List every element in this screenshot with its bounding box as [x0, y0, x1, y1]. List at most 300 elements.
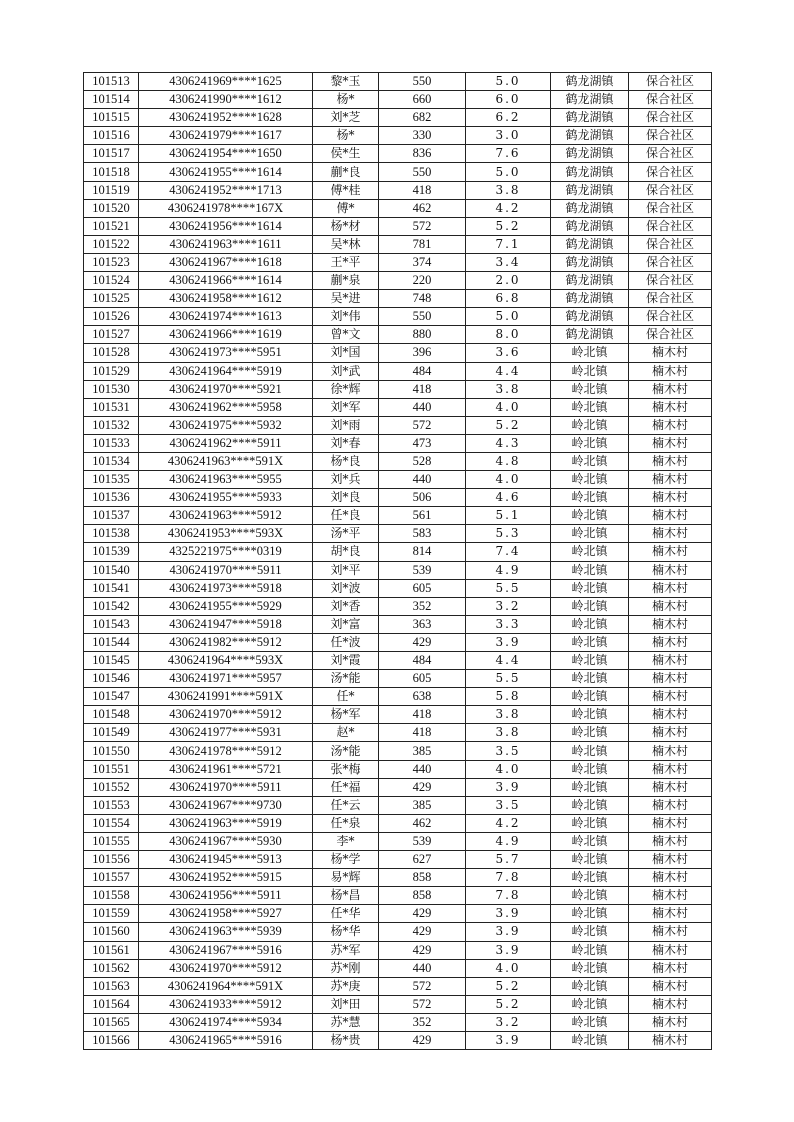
id-card-number-cell: 4306241964****5919	[139, 362, 313, 380]
row-number-cell: 101547	[84, 688, 139, 706]
person-name-cell: 杨*良	[313, 452, 379, 470]
person-name-cell: 李*	[313, 832, 379, 850]
table-row	[84, 452, 712, 470]
town-cell: 岭北镇	[551, 742, 629, 760]
row-number-cell: 101524	[84, 272, 139, 290]
amount-cell: 462	[379, 199, 466, 217]
table-row	[84, 851, 712, 869]
table-row	[84, 471, 712, 489]
value-cell: 5.5	[466, 670, 551, 688]
id-card-number-cell: 4306241967****1618	[139, 253, 313, 271]
table-row	[84, 778, 712, 796]
table-row	[84, 561, 712, 579]
person-name-cell: 苏*慧	[313, 1013, 379, 1031]
village-cell: 楠木村	[629, 1013, 712, 1031]
table-row	[84, 905, 712, 923]
value-cell: 5.8	[466, 688, 551, 706]
town-cell: 岭北镇	[551, 724, 629, 742]
value-cell: 5.2	[466, 977, 551, 995]
amount-cell: 550	[379, 163, 466, 181]
value-cell: 3.5	[466, 796, 551, 814]
table-row	[84, 91, 712, 109]
table-row	[84, 941, 712, 959]
table-row	[84, 525, 712, 543]
town-cell: 岭北镇	[551, 670, 629, 688]
row-number-cell: 101530	[84, 380, 139, 398]
person-name-cell: 杨*材	[313, 217, 379, 235]
town-cell: 岭北镇	[551, 507, 629, 525]
town-cell: 鹤龙湖镇	[551, 290, 629, 308]
amount-cell: 429	[379, 923, 466, 941]
person-name-cell: 任*波	[313, 633, 379, 651]
amount-cell: 440	[379, 398, 466, 416]
row-number-cell: 101531	[84, 398, 139, 416]
person-name-cell: 刘*霞	[313, 652, 379, 670]
id-card-number-cell: 4306241974****5934	[139, 1013, 313, 1031]
id-card-number-cell: 4306241953****593X	[139, 525, 313, 543]
row-number-cell: 101558	[84, 887, 139, 905]
value-cell: 3.8	[466, 706, 551, 724]
town-cell: 鹤龙湖镇	[551, 326, 629, 344]
amount-cell: 572	[379, 995, 466, 1013]
town-cell: 鹤龙湖镇	[551, 308, 629, 326]
value-cell: 7.4	[466, 543, 551, 561]
village-cell: 保合社区	[629, 91, 712, 109]
town-cell: 岭北镇	[551, 941, 629, 959]
value-cell: 2.0	[466, 272, 551, 290]
town-cell: 岭北镇	[551, 543, 629, 561]
table-row	[84, 977, 712, 995]
town-cell: 岭北镇	[551, 615, 629, 633]
amount-cell: 484	[379, 362, 466, 380]
value-cell: 3.6	[466, 344, 551, 362]
id-card-number-cell: 4306241963****1611	[139, 235, 313, 253]
village-cell: 楠木村	[629, 344, 712, 362]
row-number-cell: 101520	[84, 199, 139, 217]
value-cell: 3.2	[466, 597, 551, 615]
row-number-cell: 101519	[84, 181, 139, 199]
village-cell: 保合社区	[629, 127, 712, 145]
person-name-cell: 杨*	[313, 91, 379, 109]
row-number-cell: 101546	[84, 670, 139, 688]
table-row	[84, 127, 712, 145]
village-cell: 保合社区	[629, 290, 712, 308]
id-card-number-cell: 4306241958****5927	[139, 905, 313, 923]
value-cell: 5.1	[466, 507, 551, 525]
id-card-number-cell: 4306241970****5911	[139, 561, 313, 579]
table-row	[84, 796, 712, 814]
id-card-number-cell: 4306241963****5939	[139, 923, 313, 941]
value-cell: 3.2	[466, 1013, 551, 1031]
id-card-number-cell: 4306241970****5912	[139, 706, 313, 724]
amount-cell: 550	[379, 308, 466, 326]
row-number-cell: 101560	[84, 923, 139, 941]
amount-cell: 363	[379, 615, 466, 633]
amount-cell: 418	[379, 181, 466, 199]
row-number-cell: 101527	[84, 326, 139, 344]
amount-cell: 352	[379, 597, 466, 615]
id-card-number-cell: 4306241967****9730	[139, 796, 313, 814]
value-cell: 6.2	[466, 109, 551, 127]
village-cell: 楠木村	[629, 796, 712, 814]
table-row	[84, 109, 712, 127]
person-name-cell: 任*	[313, 688, 379, 706]
id-card-number-cell: 4306241945****5913	[139, 851, 313, 869]
value-cell: 4.0	[466, 760, 551, 778]
town-cell: 岭北镇	[551, 434, 629, 452]
amount-cell: 429	[379, 905, 466, 923]
town-cell: 岭北镇	[551, 1031, 629, 1049]
id-card-number-cell: 4306241963****591X	[139, 452, 313, 470]
amount-cell: 506	[379, 489, 466, 507]
id-card-number-cell: 4325221975****0319	[139, 543, 313, 561]
amount-cell: 429	[379, 778, 466, 796]
amount-cell: 858	[379, 869, 466, 887]
person-name-cell: 刘*伟	[313, 308, 379, 326]
value-cell: 7.8	[466, 887, 551, 905]
town-cell: 岭北镇	[551, 905, 629, 923]
value-cell: 4.8	[466, 452, 551, 470]
person-name-cell: 曾*文	[313, 326, 379, 344]
person-name-cell: 刘*兵	[313, 471, 379, 489]
town-cell: 岭北镇	[551, 760, 629, 778]
table-row	[84, 326, 712, 344]
village-cell: 楠木村	[629, 525, 712, 543]
table-row	[84, 706, 712, 724]
value-cell: 6.8	[466, 290, 551, 308]
amount-cell: 330	[379, 127, 466, 145]
person-name-cell: 汤*平	[313, 525, 379, 543]
table-row	[84, 253, 712, 271]
amount-cell: 572	[379, 217, 466, 235]
village-cell: 保合社区	[629, 326, 712, 344]
town-cell: 岭北镇	[551, 923, 629, 941]
table-row	[84, 597, 712, 615]
id-card-number-cell: 4306241982****5912	[139, 633, 313, 651]
table-row	[84, 579, 712, 597]
row-number-cell: 101536	[84, 489, 139, 507]
row-number-cell: 101540	[84, 561, 139, 579]
person-name-cell: 蒯*泉	[313, 272, 379, 290]
row-number-cell: 101517	[84, 145, 139, 163]
id-card-number-cell: 4306241933****5912	[139, 995, 313, 1013]
village-cell: 楠木村	[629, 724, 712, 742]
person-name-cell: 徐*辉	[313, 380, 379, 398]
id-card-number-cell: 4306241973****5918	[139, 579, 313, 597]
village-cell: 楠木村	[629, 398, 712, 416]
value-cell: 4.0	[466, 398, 551, 416]
village-cell: 楠木村	[629, 507, 712, 525]
village-cell: 楠木村	[629, 760, 712, 778]
amount-cell: 539	[379, 832, 466, 850]
table-row	[84, 398, 712, 416]
town-cell: 岭北镇	[551, 688, 629, 706]
amount-cell: 528	[379, 452, 466, 470]
table-row	[84, 145, 712, 163]
town-cell: 鹤龙湖镇	[551, 272, 629, 290]
village-cell: 保合社区	[629, 163, 712, 181]
village-cell: 楠木村	[629, 416, 712, 434]
table-row	[84, 308, 712, 326]
id-card-number-cell: 4306241952****5915	[139, 869, 313, 887]
table-row	[84, 290, 712, 308]
value-cell: 4.2	[466, 814, 551, 832]
value-cell: 5.0	[466, 73, 551, 91]
row-number-cell: 101545	[84, 652, 139, 670]
amount-cell: 605	[379, 670, 466, 688]
village-cell: 楠木村	[629, 489, 712, 507]
person-name-cell: 任*良	[313, 507, 379, 525]
person-name-cell: 傅*桂	[313, 181, 379, 199]
town-cell: 鹤龙湖镇	[551, 73, 629, 91]
amount-cell: 374	[379, 253, 466, 271]
id-card-number-cell: 4306241977****5931	[139, 724, 313, 742]
person-name-cell: 刘*芝	[313, 109, 379, 127]
id-card-number-cell: 4306241965****5916	[139, 1031, 313, 1049]
amount-cell: 418	[379, 380, 466, 398]
id-card-number-cell: 4306241956****5911	[139, 887, 313, 905]
town-cell: 岭北镇	[551, 887, 629, 905]
row-number-cell: 101548	[84, 706, 139, 724]
village-cell: 楠木村	[629, 633, 712, 651]
person-name-cell: 傅*	[313, 199, 379, 217]
row-number-cell: 101549	[84, 724, 139, 742]
id-card-number-cell: 4306241964****591X	[139, 977, 313, 995]
row-number-cell: 101529	[84, 362, 139, 380]
village-cell: 楠木村	[629, 832, 712, 850]
table-row	[84, 724, 712, 742]
row-number-cell: 101518	[84, 163, 139, 181]
person-name-cell: 张*梅	[313, 760, 379, 778]
value-cell: 3.5	[466, 742, 551, 760]
person-name-cell: 赵*	[313, 724, 379, 742]
row-number-cell: 101566	[84, 1031, 139, 1049]
village-cell: 楠木村	[629, 959, 712, 977]
amount-cell: 561	[379, 507, 466, 525]
row-number-cell: 101563	[84, 977, 139, 995]
table-row	[84, 73, 712, 91]
amount-cell: 539	[379, 561, 466, 579]
amount-cell: 429	[379, 941, 466, 959]
row-number-cell: 101551	[84, 760, 139, 778]
row-number-cell: 101556	[84, 851, 139, 869]
row-number-cell: 101550	[84, 742, 139, 760]
id-card-number-cell: 4306241967****5916	[139, 941, 313, 959]
table-row	[84, 1031, 712, 1049]
table-row	[84, 742, 712, 760]
row-number-cell: 101521	[84, 217, 139, 235]
value-cell: 3.0	[466, 127, 551, 145]
id-card-number-cell: 4306241961****5721	[139, 760, 313, 778]
row-number-cell: 101562	[84, 959, 139, 977]
table-row	[84, 615, 712, 633]
person-name-cell: 刘*田	[313, 995, 379, 1013]
value-cell: 4.4	[466, 362, 551, 380]
id-card-number-cell: 4306241954****1650	[139, 145, 313, 163]
village-cell: 保合社区	[629, 181, 712, 199]
value-cell: 3.9	[466, 941, 551, 959]
amount-cell: 814	[379, 543, 466, 561]
table-row	[84, 869, 712, 887]
town-cell: 鹤龙湖镇	[551, 163, 629, 181]
person-name-cell: 王*平	[313, 253, 379, 271]
town-cell: 岭北镇	[551, 398, 629, 416]
value-cell: 4.0	[466, 471, 551, 489]
town-cell: 鹤龙湖镇	[551, 235, 629, 253]
id-card-number-cell: 4306241963****5919	[139, 814, 313, 832]
value-cell: 3.4	[466, 253, 551, 271]
table-row	[84, 507, 712, 525]
row-number-cell: 101523	[84, 253, 139, 271]
person-name-cell: 吴*林	[313, 235, 379, 253]
value-cell: 3.9	[466, 633, 551, 651]
person-name-cell: 杨*昌	[313, 887, 379, 905]
table-row	[84, 1013, 712, 1031]
person-name-cell: 刘*春	[313, 434, 379, 452]
village-cell: 保合社区	[629, 109, 712, 127]
village-cell: 楠木村	[629, 977, 712, 995]
table-row	[84, 670, 712, 688]
amount-cell: 352	[379, 1013, 466, 1031]
town-cell: 鹤龙湖镇	[551, 127, 629, 145]
person-name-cell: 汤*能	[313, 670, 379, 688]
town-cell: 岭北镇	[551, 380, 629, 398]
value-cell: 5.7	[466, 851, 551, 869]
id-card-number-cell: 4306241952****1628	[139, 109, 313, 127]
table-row	[84, 923, 712, 941]
village-cell: 楠木村	[629, 452, 712, 470]
amount-cell: 473	[379, 434, 466, 452]
person-name-cell: 任*云	[313, 796, 379, 814]
amount-cell: 682	[379, 109, 466, 127]
amount-cell: 748	[379, 290, 466, 308]
town-cell: 鹤龙湖镇	[551, 181, 629, 199]
town-cell: 岭北镇	[551, 832, 629, 850]
person-name-cell: 吴*进	[313, 290, 379, 308]
amount-cell: 660	[379, 91, 466, 109]
id-card-number-cell: 4306241962****5911	[139, 434, 313, 452]
value-cell: 4.9	[466, 561, 551, 579]
value-cell: 4.6	[466, 489, 551, 507]
person-name-cell: 黎*玉	[313, 73, 379, 91]
person-name-cell: 苏*军	[313, 941, 379, 959]
amount-cell: 220	[379, 272, 466, 290]
value-cell: 5.2	[466, 217, 551, 235]
town-cell: 岭北镇	[551, 362, 629, 380]
person-name-cell: 刘*国	[313, 344, 379, 362]
value-cell: 4.3	[466, 434, 551, 452]
value-cell: 3.3	[466, 615, 551, 633]
row-number-cell: 101522	[84, 235, 139, 253]
id-card-number-cell: 4306241990****1612	[139, 91, 313, 109]
value-cell: 3.9	[466, 923, 551, 941]
id-card-number-cell: 4306241952****1713	[139, 181, 313, 199]
village-cell: 楠木村	[629, 814, 712, 832]
row-number-cell: 101514	[84, 91, 139, 109]
row-number-cell: 101559	[84, 905, 139, 923]
person-name-cell: 苏*刚	[313, 959, 379, 977]
town-cell: 岭北镇	[551, 796, 629, 814]
value-cell: 3.8	[466, 181, 551, 199]
row-number-cell: 101515	[84, 109, 139, 127]
row-number-cell: 101561	[84, 941, 139, 959]
person-name-cell: 刘*武	[313, 362, 379, 380]
village-cell: 楠木村	[629, 434, 712, 452]
person-name-cell: 杨*学	[313, 851, 379, 869]
town-cell: 岭北镇	[551, 633, 629, 651]
id-card-number-cell: 4306241975****5932	[139, 416, 313, 434]
table-row	[84, 416, 712, 434]
id-card-number-cell: 4306241956****1614	[139, 217, 313, 235]
town-cell: 鹤龙湖镇	[551, 199, 629, 217]
table-row	[84, 959, 712, 977]
village-cell: 楠木村	[629, 778, 712, 796]
person-name-cell: 杨*华	[313, 923, 379, 941]
value-cell: 5.2	[466, 995, 551, 1013]
person-name-cell: 刘*波	[313, 579, 379, 597]
table-row	[84, 995, 712, 1013]
village-cell: 楠木村	[629, 887, 712, 905]
table-row	[84, 181, 712, 199]
town-cell: 岭北镇	[551, 869, 629, 887]
id-card-number-cell: 4306241955****5933	[139, 489, 313, 507]
village-cell: 楠木村	[629, 869, 712, 887]
row-number-cell: 101555	[84, 832, 139, 850]
row-number-cell: 101565	[84, 1013, 139, 1031]
town-cell: 岭北镇	[551, 561, 629, 579]
row-number-cell: 101532	[84, 416, 139, 434]
table-row	[84, 543, 712, 561]
person-name-cell: 杨*	[313, 127, 379, 145]
id-card-number-cell: 4306241974****1613	[139, 308, 313, 326]
person-name-cell: 刘*雨	[313, 416, 379, 434]
value-cell: 3.8	[466, 724, 551, 742]
id-card-number-cell: 4306241955****5929	[139, 597, 313, 615]
person-name-cell: 刘*军	[313, 398, 379, 416]
value-cell: 3.9	[466, 1031, 551, 1049]
village-cell: 楠木村	[629, 615, 712, 633]
value-cell: 7.1	[466, 235, 551, 253]
village-cell: 保合社区	[629, 199, 712, 217]
value-cell: 5.0	[466, 163, 551, 181]
person-name-cell: 苏*庚	[313, 977, 379, 995]
village-cell: 保合社区	[629, 272, 712, 290]
id-card-number-cell: 4306241964****593X	[139, 652, 313, 670]
person-name-cell: 侯*生	[313, 145, 379, 163]
value-cell: 8.0	[466, 326, 551, 344]
id-card-number-cell: 4306241966****1614	[139, 272, 313, 290]
town-cell: 鹤龙湖镇	[551, 253, 629, 271]
table-row	[84, 434, 712, 452]
village-cell: 楠木村	[629, 905, 712, 923]
village-cell: 保合社区	[629, 235, 712, 253]
amount-cell: 836	[379, 145, 466, 163]
village-cell: 楠木村	[629, 670, 712, 688]
row-number-cell: 101544	[84, 633, 139, 651]
id-card-number-cell: 4306241970****5912	[139, 959, 313, 977]
row-number-cell: 101553	[84, 796, 139, 814]
row-number-cell: 101533	[84, 434, 139, 452]
amount-cell: 429	[379, 1031, 466, 1049]
value-cell: 5.2	[466, 416, 551, 434]
table-row	[84, 489, 712, 507]
amount-cell: 638	[379, 688, 466, 706]
value-cell: 4.0	[466, 959, 551, 977]
records-table	[83, 72, 712, 1050]
table-row	[84, 688, 712, 706]
table-row	[84, 633, 712, 651]
village-cell: 楠木村	[629, 652, 712, 670]
